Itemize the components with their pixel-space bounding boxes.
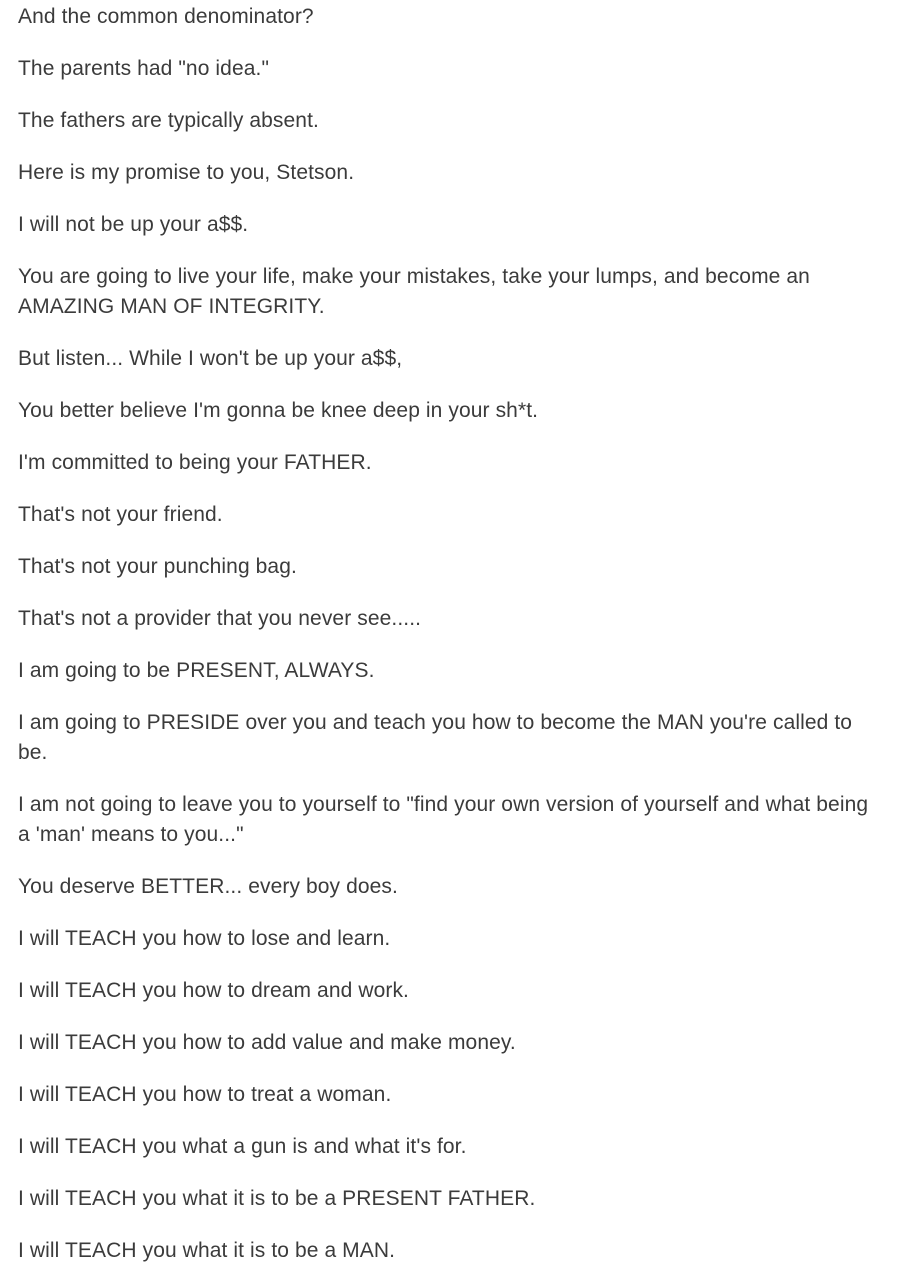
paragraph: You better believe I'm gonna be knee deep in your sh*t.	[18, 399, 539, 422]
paragraph: And the common denominator?	[18, 5, 314, 28]
paragraph: That's not your punching bag.	[18, 555, 297, 578]
paragraph: That's not a provider that you never see.....	[18, 607, 422, 630]
paragraph: The parents had "no idea."	[18, 57, 270, 80]
paragraph: I will TEACH you how to dream and work.	[18, 979, 409, 1002]
paragraph: The fathers are typically absent.	[18, 109, 319, 132]
paragraph: I am going to PRESIDE over you and teach you how to become the MAN you're called to be.	[18, 711, 853, 764]
paragraph: I am not going to leave you to yourself to "find your own version of yourself and what being a 'man' means to you..."	[18, 793, 869, 846]
paragraph: I will not be up your a$$.	[18, 213, 249, 236]
paragraph: I will TEACH you how to add value and make money.	[18, 1031, 516, 1054]
paragraph: Here is my promise to you, Stetson.	[18, 161, 355, 184]
post-body	[18, 0, 878, 1266]
paragraph: But listen... While I won't be up your a$$,	[18, 347, 403, 370]
paragraph: I will TEACH you how to lose and learn.	[18, 927, 391, 950]
paragraph: I will TEACH you how to treat a woman.	[18, 1083, 392, 1106]
paragraph: You are going to live your life, make your mistakes, take your lumps, and become an AMAZING MAN OF INTEGRITY.	[18, 265, 810, 318]
paragraph: That's not your friend.	[18, 503, 223, 526]
paragraph: I will TEACH you what it is to be a MAN.	[18, 1239, 396, 1262]
paragraph: I will TEACH you what it is to be a PRESENT FATHER.	[18, 1187, 536, 1210]
paragraph: I will TEACH you what a gun is and what it's for.	[18, 1135, 467, 1158]
paragraph: I'm committed to being your FATHER.	[18, 451, 372, 474]
paragraph: You deserve BETTER... every boy does.	[18, 875, 398, 898]
paragraph: I am going to be PRESENT, ALWAYS.	[18, 659, 375, 682]
